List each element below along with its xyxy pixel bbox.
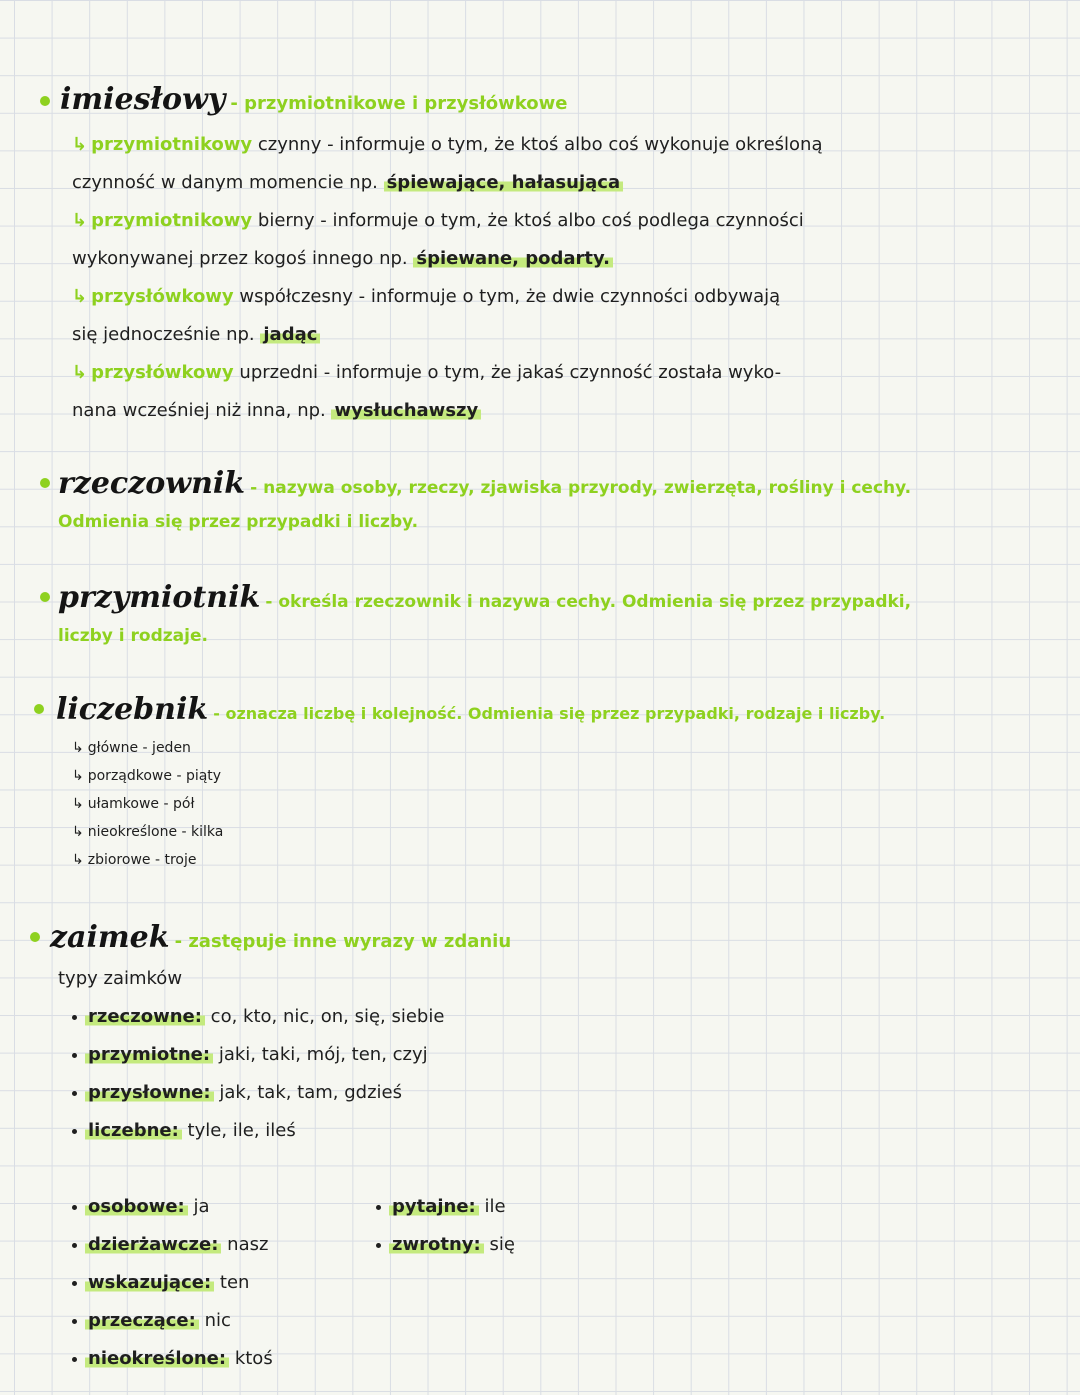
dot-icon — [72, 1243, 77, 1248]
section-liczebnik — [56, 692, 885, 727]
kind-label: przeczące: — [85, 1310, 199, 1331]
liczebnik-item — [72, 824, 223, 840]
item-example: jadąc — [260, 324, 320, 345]
arrow-icon: ↳ — [72, 824, 84, 840]
liczebnik-item-text: porządkowe - piąty — [87, 768, 222, 784]
dot-icon — [72, 1015, 77, 1020]
arrow-icon: ↳ — [72, 852, 84, 868]
zaimek-kind — [376, 1196, 506, 1217]
liczebnik-item — [72, 768, 221, 784]
item-cont: czynność w danym momencie np. — [72, 172, 378, 193]
imieslow-item-3-cont — [72, 324, 320, 345]
liczebnik-item — [72, 740, 191, 756]
item-kind: przymiotnikowy — [91, 134, 253, 155]
kind-examples: ja — [193, 1196, 210, 1217]
zaimek-kind — [72, 1234, 268, 1255]
zaimek-kind — [72, 1272, 249, 1293]
type-label: przysłowne: — [85, 1082, 214, 1103]
types-label: typy zaimków — [58, 968, 183, 989]
kind-examples: nic — [204, 1310, 231, 1331]
section-title: rzeczownik — [58, 466, 246, 501]
imieslow-item-2-cont — [72, 248, 613, 269]
arrow-icon: ↳ — [72, 210, 88, 231]
kind-label: osobowe: — [85, 1196, 188, 1217]
liczebnik-item-text: nieokreślone - kilka — [87, 824, 224, 840]
imieslow-item-4 — [72, 362, 781, 383]
arrow-icon: ↳ — [72, 768, 84, 784]
bullet-icon — [40, 478, 50, 488]
item-kind: przysłówkowy — [91, 362, 234, 383]
type-examples: tyle, ile, ileś — [187, 1120, 296, 1141]
zaimek-type — [72, 1006, 444, 1027]
section-zaimek — [50, 920, 511, 955]
kind-examples: ktoś — [234, 1348, 273, 1369]
item-cont: nana wcześniej niż inna, np. — [72, 400, 326, 421]
section-desc: - oznacza liczbę i kolejność. Odmienia się przez przypadki, rodzaje i liczby. — [213, 704, 886, 723]
type-examples: co, kto, nic, on, się, siebie — [210, 1006, 445, 1027]
zaimek-type — [72, 1044, 428, 1065]
kind-label: wskazujące: — [85, 1272, 214, 1293]
section-desc-cont: liczby i rodzaje. — [58, 626, 208, 646]
liczebnik-item-text: zbiorowe - troje — [87, 852, 197, 868]
arrow-icon: ↳ — [72, 134, 88, 155]
item-kind: przysłówkowy — [91, 286, 234, 307]
section-desc-cont: Odmienia się przez przypadki i liczby. — [58, 512, 419, 532]
arrow-icon: ↳ — [72, 796, 84, 812]
item-rest: czynny - informuje o tym, że ktoś albo coś wykonuje określoną — [257, 134, 823, 155]
kind-examples: ile — [484, 1196, 506, 1217]
section-desc: - określa rzeczownik i nazywa cechy. Odmienia się przez przypadki, — [265, 592, 912, 612]
imieslow-item-2 — [72, 210, 804, 231]
type-examples: jak, tak, tam, gdzieś — [219, 1082, 402, 1103]
dot-icon — [72, 1129, 77, 1134]
section-title: liczebnik — [56, 692, 209, 727]
kind-label: pytajne: — [389, 1196, 479, 1217]
section-desc: - nazywa osoby, rzeczy, zjawiska przyrody, zwierzęta, rośliny i cechy. — [250, 478, 912, 498]
dot-icon — [72, 1319, 77, 1324]
imieslow-item-1-cont — [72, 172, 623, 193]
item-kind: przymiotnikowy — [91, 210, 253, 231]
imieslow-item-4-cont — [72, 400, 481, 421]
section-title: przymiotnik — [58, 580, 261, 615]
imieslow-item-1 — [72, 134, 822, 155]
kind-examples: ten — [219, 1272, 250, 1293]
dot-icon — [72, 1091, 77, 1096]
section-title: zaimek — [50, 920, 170, 955]
item-cont: się jednocześnie np. — [72, 324, 255, 345]
zaimek-type — [72, 1120, 296, 1141]
liczebnik-item-text: ułamkowe - pół — [87, 796, 195, 812]
kind-label: nieokreślone: — [85, 1348, 229, 1369]
zaimek-kind — [376, 1234, 515, 1255]
arrow-icon: ↳ — [72, 740, 84, 756]
item-example: śpiewane, podarty. — [413, 248, 613, 269]
section-rzeczownik — [58, 466, 911, 501]
dot-icon — [72, 1205, 77, 1210]
type-examples: jaki, taki, mój, ten, czyj — [218, 1044, 428, 1065]
item-example: wysłuchawszy — [331, 400, 481, 421]
bullet-icon — [34, 704, 44, 714]
kind-label: zwrotny: — [389, 1234, 484, 1255]
bullet-icon — [40, 592, 50, 602]
kind-examples: się — [489, 1234, 515, 1255]
liczebnik-item-text: główne - jeden — [87, 740, 191, 756]
zaimek-kind — [72, 1196, 210, 1217]
item-cont: wykonywanej przez kogoś innego np. — [72, 248, 408, 269]
item-rest: współczesny - informuje o tym, że dwie czynności odbywają — [239, 286, 781, 307]
dot-icon — [376, 1243, 381, 1248]
section-subtitle: - przymiotnikowe i przysłówkowe — [230, 93, 568, 114]
item-rest: bierny - informuje o tym, że ktoś albo coś podlega czynności — [257, 210, 804, 231]
dot-icon — [72, 1357, 77, 1362]
liczebnik-item — [72, 796, 194, 812]
type-label: liczebne: — [85, 1120, 182, 1141]
liczebnik-item — [72, 852, 196, 868]
item-example: śpiewające, hałasująca — [384, 172, 624, 193]
imieslow-item-3 — [72, 286, 780, 307]
arrow-icon: ↳ — [72, 362, 88, 383]
kind-label: dzierżawcze: — [85, 1234, 221, 1255]
dot-icon — [376, 1205, 381, 1210]
item-rest: uprzedni - informuje o tym, że jakaś czynność została wyko- — [239, 362, 782, 383]
bullet-icon — [40, 96, 50, 106]
zaimek-kind — [72, 1310, 231, 1331]
section-desc: - zastępuje inne wyrazy w zdaniu — [174, 931, 512, 952]
type-label: rzeczowne: — [85, 1006, 205, 1027]
type-label: przymiotne: — [85, 1044, 213, 1065]
dot-icon — [72, 1053, 77, 1058]
arrow-icon: ↳ — [72, 286, 88, 307]
section-imieslowy — [60, 82, 567, 117]
bullet-icon — [30, 932, 40, 942]
section-title: imiesłowy — [60, 82, 226, 117]
zaimek-kind — [72, 1348, 273, 1369]
zaimek-type — [72, 1082, 402, 1103]
dot-icon — [72, 1281, 77, 1286]
kind-examples: nasz — [227, 1234, 269, 1255]
section-przymiotnik — [58, 580, 911, 615]
